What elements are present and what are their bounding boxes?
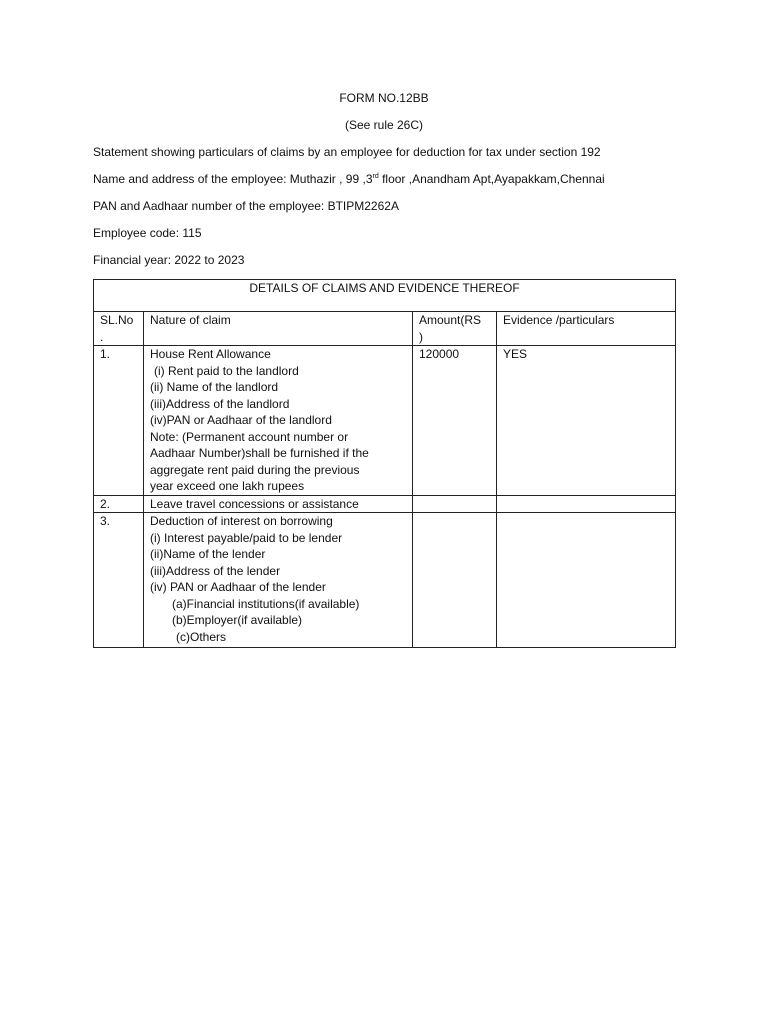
row-amount [413,495,497,513]
form-rule: (See rule 26C) [344,118,424,132]
nature-line: Aadhaar Number)shall be furnished if the [150,446,369,460]
nature-line: (iv) PAN or Aadhaar of the lender [150,580,326,594]
row-amount: 120000 [413,346,497,496]
employee-name-address [93,171,605,187]
row-evidence: YES [497,346,676,496]
nature-line: year exceed one lakh rupees [150,479,305,493]
nature-line: (iii)Address of the landlord [150,396,290,411]
nature-line: (a)Financial institutions(if available) [172,596,360,611]
col-evidence-header: Evidence /particulars [497,312,676,346]
col-nature-header: Nature of claim [144,312,413,346]
nature-line: (c)Others [176,629,227,644]
row-amount [413,513,497,648]
row-nature: Leave travel concessions or assistance [144,495,413,513]
row-slno: 3. [94,513,144,648]
col-amount-paren: ) [419,329,423,344]
nature-line: House Rent Allowance [150,347,271,361]
col-slno-dot: . [100,329,104,344]
claims-table [93,279,676,648]
table-row [94,346,676,496]
col-slno-header [94,312,144,346]
row-nature [144,513,413,648]
row-nature [144,346,413,496]
nature-line: (iv)PAN or Aadhaar of the landlord [150,413,332,427]
nature-line: (i) Interest payable/paid to be lender [150,530,343,545]
row-slno: 1. [94,346,144,496]
nature-line: aggregate rent paid during the previous [150,462,360,477]
nature-line: Deduction of interest on borrowing [150,514,333,528]
statement-heading: Statement showing particulars of claims by an employee for deduction for tax under section 192 [93,145,601,159]
financial-year-line: Financial year: 2022 to 2023 [93,253,245,267]
col-slno-text: SL.No [100,313,134,327]
pan-aadhaar-line: PAN and Aadhaar number of the employee: BTIPM2262A [93,199,399,213]
employee-name-address-part2: floor ,Anandham Apt,Ayapakkam,Chennai [378,172,605,186]
row-evidence [497,513,676,648]
employee-name-address-part1: Name and address of the employee: Muthazir , 99 ,3 [93,172,373,186]
employee-code-line: Employee code: 115 [93,226,202,240]
nature-line: (i) Rent paid to the landlord [154,363,299,378]
col-amount-header [413,312,497,346]
table-heading: DETAILS OF CLAIMS AND EVIDENCE THEREOF [94,280,676,312]
row-evidence [497,495,676,513]
table-row [94,495,676,513]
ordinal-suffix: rd [372,173,379,180]
nature-line: Note: (Permanent account number or [150,429,349,444]
nature-line: (ii) Name of the landlord [150,380,279,394]
nature-line: (b)Employer(if available) [172,613,303,627]
table-row [94,513,676,648]
form-title: FORM NO.12BB [339,91,429,105]
row-slno: 2. [94,495,144,513]
table-heading-row [94,280,676,312]
nature-line: (ii)Name of the lender [150,547,266,561]
nature-line: (iii)Address of the lender [150,563,281,578]
column-header-row [94,312,676,346]
col-amount-text: Amount(RS [419,313,482,327]
